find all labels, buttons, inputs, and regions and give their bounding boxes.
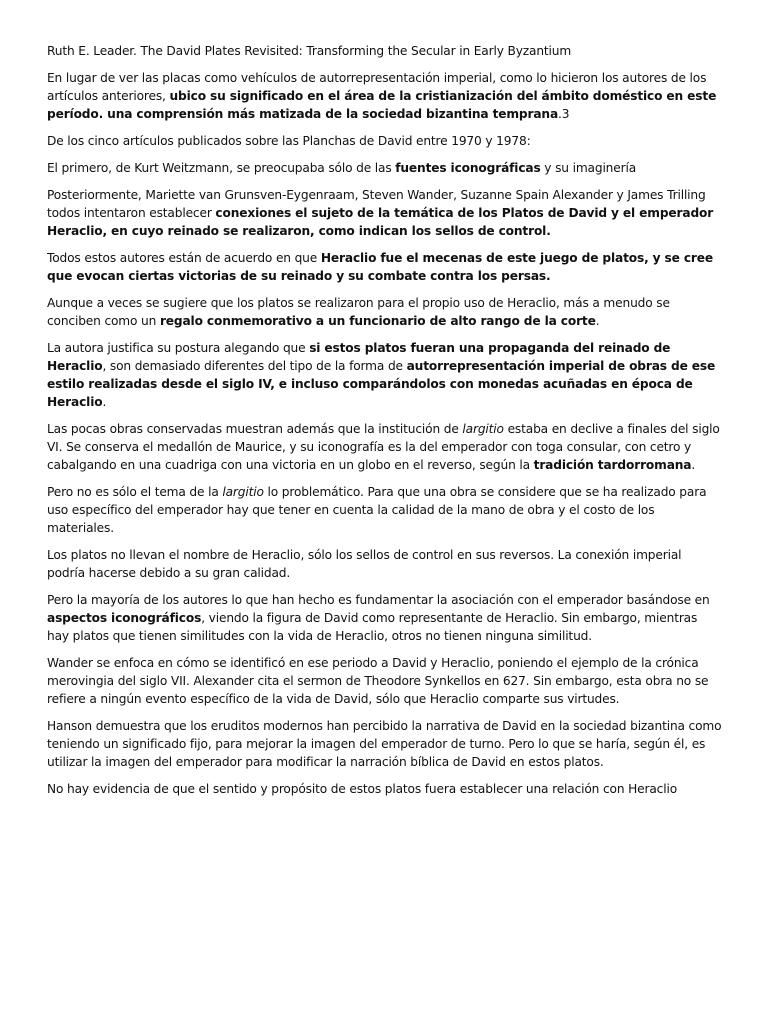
text-run: , viendo la figura de David como representante de Heraclio. Sin embargo, mientras hay platos que tienen similitudes con la vida de Heraclio, otros no tienen ninguna similitud. bbox=[47, 611, 698, 643]
text-run: lo problemático. Para que una obra se considere que se ha realizado para uso específico del emperador hay que tener en cuenta la calidad de la mano de obra y el costo de los materiales. bbox=[47, 485, 707, 535]
paragraph-11 bbox=[47, 591, 722, 645]
bold-run: Heraclio fue el mecenas de este juego de platos, y se cree que evocan ciertas victorias de su reinado y su combate contra los persas. bbox=[47, 251, 714, 283]
text-run: La autora justifica su postura alegando que bbox=[47, 341, 310, 355]
paragraph-8 bbox=[47, 420, 722, 474]
text-run: .3 bbox=[558, 107, 570, 121]
bold-run: conexiones el sujeto de la temática de los Platos de David y el emperador Heraclio, en cuyo reinado se realizaron, como indican los sellos de control. bbox=[47, 206, 714, 238]
paragraph-6 bbox=[47, 294, 722, 330]
paragraph-4 bbox=[47, 186, 722, 240]
text-run: El primero, de Kurt Weitzmann, se preocupaba sólo de las bbox=[47, 161, 396, 175]
paragraph-3 bbox=[47, 159, 722, 177]
text-run: Posteriormente, Mariette van Grunsven-Eygenraam, Steven Wander, Suzanne Spain Alexander y James Trilling todos intentaron establecer bbox=[47, 188, 706, 220]
text-run: Pero la mayoría de los autores lo que han hecho es fundamentar la asociación con el emperador basándose en bbox=[47, 593, 710, 607]
text-run: estaba en declive a finales del siglo VI. Se conserva el medallón de Maurice, y su iconografía es la del emperador con toga consular, con cetro y cabalgando en una cuadriga con una victoria en un globo en el reverso, según la bbox=[47, 422, 720, 472]
document-title: Ruth E. Leader. The David Plates Revisited: Transforming the Secular in Early Byzantium bbox=[47, 44, 572, 58]
paragraph-9 bbox=[47, 483, 722, 537]
paragraph-1 bbox=[47, 69, 722, 123]
italic-run: largitio bbox=[222, 485, 264, 499]
text-run: Las pocas obras conservadas muestran además que la institución de bbox=[47, 422, 463, 436]
paragraph-14: No hay evidencia de que el sentido y propósito de estos platos fuera establecer una relación con Heraclio bbox=[47, 782, 678, 796]
bold-run: tradición tardorromana bbox=[533, 458, 692, 472]
bold-run: regalo conmemorativo a un funcionario de alto rango de la corte bbox=[159, 314, 596, 328]
text-run: Pero no es sólo el tema de la bbox=[47, 485, 223, 499]
text-run: . bbox=[102, 395, 107, 409]
text-run: En lugar de ver las placas como vehículos de autorrepresentación imperial, como lo hicieron los autores de los artículos anteriores, bbox=[47, 71, 707, 103]
text-run: , son demasiado diferentes del tipo de la forma de bbox=[102, 359, 407, 373]
italic-run: largitio bbox=[462, 422, 504, 436]
text-run: Todos estos autores están de acuerdo en que bbox=[47, 251, 321, 265]
bold-run: si estos platos fueran una propaganda del reinado de Heraclio bbox=[47, 341, 671, 373]
paragraph-13: Hanson demuestra que los eruditos modernos han percibido la narrativa de David en la sociedad bizantina como teniendo un significado fijo, para mejorar la imagen del emperador de turno. Pero lo que se haría, según él, es utilizar la imagen del emperador para modificar la narración bíblica de David en estos platos. bbox=[47, 719, 722, 769]
text-run: y su imaginería bbox=[540, 161, 637, 175]
paragraph-5 bbox=[47, 249, 722, 285]
text-run: . bbox=[595, 314, 600, 328]
bold-run: ubico su significado en el área de la cristianización del ámbito doméstico en este período. una comprensión más matizada de la sociedad bizantina temprana bbox=[47, 89, 717, 121]
paragraph-7 bbox=[47, 339, 722, 411]
bold-run: aspectos iconográficos bbox=[47, 611, 202, 625]
bold-run: fuentes iconográficas bbox=[395, 161, 541, 175]
paragraph-2: De los cinco artículos publicados sobre las Planchas de David entre 1970 y 1978: bbox=[47, 134, 531, 148]
text-run: Aunque a veces se sugiere que los platos se realizaron para el propio uso de Heraclio, más a menudo se conciben como un bbox=[47, 296, 670, 328]
paragraph-12: Wander se enfoca en cómo se identificó en ese periodo a David y Heraclio, poniendo el ejemplo de la crónica merovingia del siglo VII. Alexander cita el sermon de Theodore Synkellos en 627. Sin embargo, esta obra no se refiere a ningún evento específico de la vida de David, sólo que Heraclio comparte sus virtudes. bbox=[47, 656, 709, 706]
bold-run: autorrepresentación imperial de obras de ese estilo realizadas desde el siglo IV, e incluso comparándolos con monedas acuñadas en época de Heraclio bbox=[47, 359, 716, 409]
text-run: . bbox=[691, 458, 696, 472]
paragraph-10: Los platos no llevan el nombre de Heraclio, sólo los sellos de control en sus reversos. La conexión imperial podría hacerse debido a su gran calidad. bbox=[47, 548, 682, 580]
